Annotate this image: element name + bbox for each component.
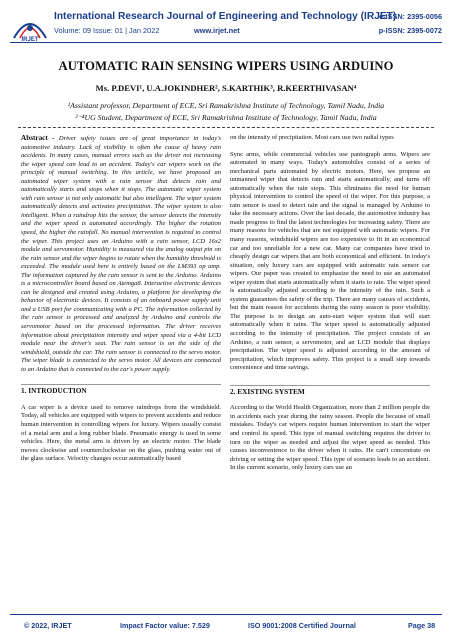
header-divider	[10, 42, 442, 43]
journal-header	[10, 6, 442, 50]
right-paragraph-1: on the intensity of precipitation. Most cars use two radial types	[230, 134, 394, 141]
page-footer	[10, 614, 442, 635]
affiliation-2: ²⁻⁴UG Student, Department of ECE, Sri Ramakrishna Institute of Technology, Tamil Nadu, India	[75, 113, 377, 122]
right-column	[230, 134, 430, 481]
svg-text:IRJET: IRJET	[21, 37, 39, 42]
section-heading-introduction: 1. INTRODUCTION	[21, 384, 221, 396]
footer-copyright: © 2022, IRJET	[24, 621, 72, 630]
footer-impact-factor: Impact Factor value: 7.529	[120, 621, 210, 630]
volume-info: Volume: 09 Issue: 01 | Jan 2022	[54, 26, 160, 35]
e-issn: e-ISSN: 2395-0056	[379, 12, 442, 21]
p-issn: p-ISSN: 2395-0072	[378, 26, 442, 35]
title-divider	[18, 127, 434, 128]
paper-authors: Ms. P.DEVI¹, U.A.JOKINDHER², S.KARTHIK³, R.KEERTHIVASAN⁴	[95, 83, 357, 93]
issn-block	[356, 12, 442, 40]
affiliation-1: ¹Assistant professor, Department of ECE, Sri Ramakrishna Institute of Technology, Tamil Nadu, India	[67, 101, 385, 110]
footer-iso: ISO 9001:2008 Certified Journal	[248, 621, 356, 630]
journal-website[interactable]: www.irjet.net	[194, 26, 240, 35]
journal-title: International Research Journal of Engineering and Technology (IRJET)	[54, 11, 397, 22]
existing-system-text: According to the World Health Organization, more than 2 million people die in accidents each year during the rainy season. People die because of small mistakes. Today's car wipers require human intervention to start the wiper and control its speed. This type of manual switching requires the driver to turn on the wiper as needed and adjust the wiper speed as needed. This causes inconvenience to the driver when it rains. He can't concentrate on driving or setting the wiper speed. This type of scenario leads to an accident. In the current scenario, only luxury cars use an	[230, 404, 430, 472]
left-column	[21, 134, 221, 472]
footer-page-number: Page 38	[408, 621, 436, 630]
right-paragraph-2: Sync arms, while commercial vehicles use pantograph arms. Wipers are automated in many ways. Today's automobiles consist of a series of mechanical parts automated by electric motors. Here, we propose an unmanned wiper that detects rain and starts automatically, and turns off automatically when the rain stops. This eliminates the need for human physical intervention to control the speed of the wiper. For this purpose, a rain sensor is used to detect rain and the signal is managed by Arduino to take the necessary actions. Over the last decade, the automotive industry has made progress to find the latest technologies for increasing safety. There are many reasons for vehicles that are not equipped with automatic wipers. For many reasons, windshield wipers are too expensive to fit in an economical car and too unreliable for a new car. Many car companies have tried to cheaply design car wipers that are both economical and efficient. In today's situation, only luxury cars are equipped with automatic rain sensor car wipers. Our paper was created to emphasize the need to use an automated wiper system that starts automatically when it starts to rain. The wiper speed is automatically adjusted according to the intensity of the rain. Such a system guarantees the safety of the trip. There are many causes of accidents, but the main reason for accidents during the rainy season is poor visibility. The purpose is to design an auto-start wiper system that will start automatically when it rains. The wiper speed is automatically adjusted according to the intensity of precipitation. The project consists of an Arduino, a rain sensor, a servomotor, and an LCD module that displays precipitation. The wiper speed is adjusted according to the amount of precipitation, which improves safety. This project is a small step towards convenience and time savings.	[230, 150, 430, 372]
abstract	[21, 134, 221, 374]
introduction-text: A car wiper is a device used to remove raindrops from the windshield. Today, all vehicles are equipped with wipers to prevent accidents and reduce human intervention in controlling wipers for luxury. Wipers usually consist of a metal arm and a long rubber blade. Pneumatic energy is used in some vehicles. Here, the metal arm is driven by an electric motor. The blade moves clockwise and counterclockwise on the glass, pushing water out of the glass surface. Velocity changes occur automatically based	[21, 403, 221, 463]
paper-title: AUTOMATIC RAIN SENSING WIPERS USING ARDUINO	[58, 59, 394, 73]
abstract-label: Abstract -	[21, 134, 55, 142]
abstract-text: Driver safety issues are of great importance in today's automotive industry. Lack of visibility is often the cause of heavy rain accidents. In many cases, manual errors such as the driver not increasing the wiper speed can lead to an accident. Today's car wipers work on the principle of manual switching. In this article, we have proposed an automated wiper system with a rain sensor that detects rain and automatically starts and stops when it stops. The automatic wiper system with rain sensor is not only automatic but also intelligent. The wiper system automatically detects and activates precipitation. The wiper system is also intelligent. When a raindrop hits the sensor, the sensor detects the intensity and the wiper speed is automated accordingly. The higher the rotation speed, the higher the rainfall. No manual intervention is required to control the wiper. This project uses an Arduino with a rain sensor, LCD 16x2 module and servomotor. Humidity is measured via the analog output pin on the rain sensor and the wiper begins to rotate when the humidity threshold is exceeded. The module used here is entirely based on the LM393 op amp. The information captured by the rain sensor is sent to the Arduino. Arduino is a microcontroller board based on Atemga8. Interactive electronic devices can be designed and created using Arduino, a platform for developing the behavior of electronic devices. It consists of an onboard power supply unit and a USB port for communicating with a PC. The information collected by the rain sensor is processed and analyzed by Arduino and controls the servomotor based on the processed information. The driver receives information about precipitation intensity and wiper speed via a 4-bit LCD module near the driver's seat. The rain sensor is on the side of the windshield, outside the car. The rain sensor is connected to the servo motor. The wiper blade is connected to the servo motor. All devices are connected to an Arduino that is connected to the car's power supply.	[21, 135, 222, 373]
irjet-logo	[10, 10, 50, 42]
section-heading-existing-system: 2. EXISTING SYSTEM	[230, 385, 430, 397]
